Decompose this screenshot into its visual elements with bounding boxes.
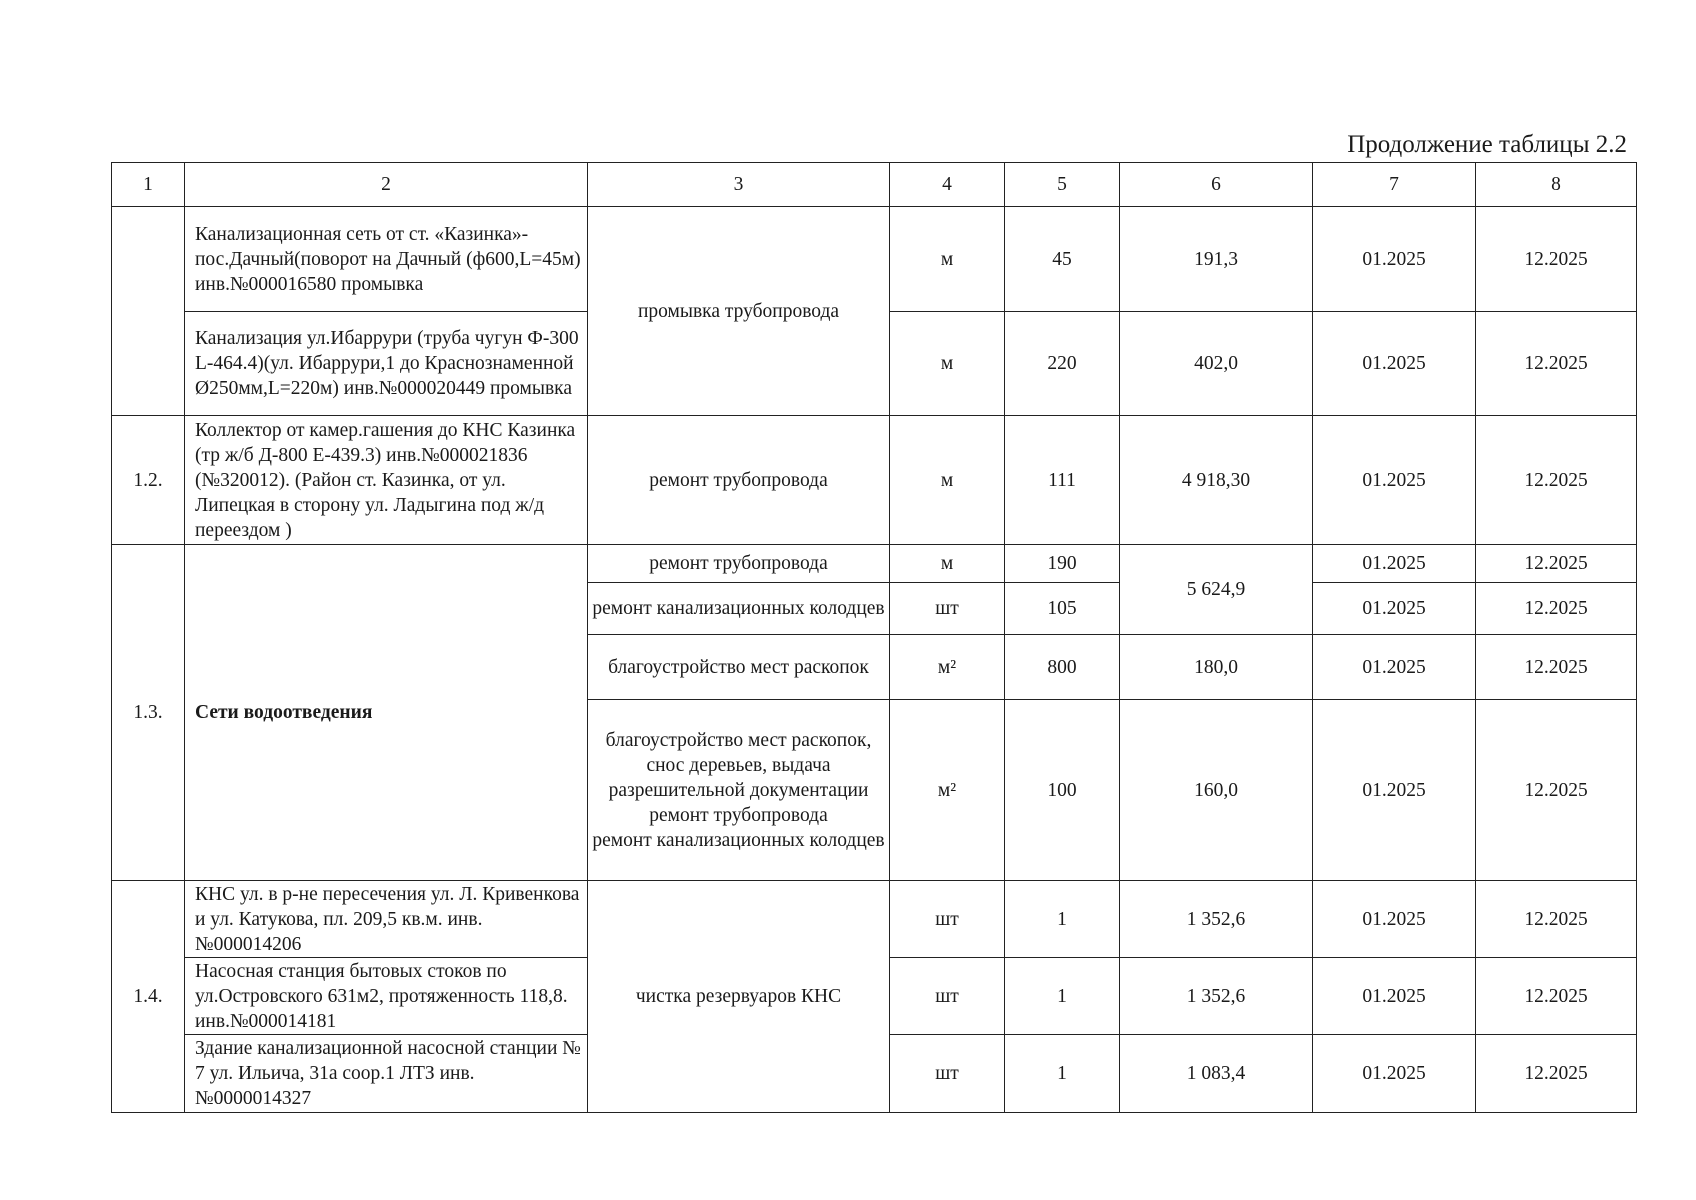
cost-cell: 5 624,9 — [1120, 545, 1313, 635]
unit-cell: шт — [890, 958, 1005, 1035]
start-date-cell: 01.2025 — [1313, 583, 1476, 635]
header-cell: 1 — [112, 163, 185, 207]
row-number-cell: 1.4. — [112, 881, 185, 1113]
quantity-cell: 45 — [1005, 207, 1120, 312]
start-date-cell: 01.2025 — [1313, 207, 1476, 312]
table-header-row — [112, 163, 1637, 207]
cost-cell: 191,3 — [1120, 207, 1313, 312]
end-date-cell: 12.2025 — [1476, 545, 1637, 583]
start-date-cell: 01.2025 — [1313, 635, 1476, 700]
unit-cell: м² — [890, 700, 1005, 881]
unit-cell: м — [890, 416, 1005, 545]
work-type-cell: ремонт трубопровода — [588, 545, 890, 583]
object-name-cell: КНС ул. в р-не пересечения ул. Л. Кривенкова и ул. Катукова, пл. 209,5 кв.м. инв.№000014206 — [185, 881, 588, 958]
unit-cell: м — [890, 207, 1005, 312]
unit-cell: шт — [890, 1035, 1005, 1113]
end-date-cell: 12.2025 — [1476, 416, 1637, 545]
object-name-cell: Канализация ул.Ибаррури (труба чугун Ф-300 L-464.4)(ул. Ибаррури,1 до Краснознаменной Ø250мм,L=220м) инв.№000020449 промывка — [185, 312, 588, 416]
work-type-cell: промывка трубопровода — [588, 207, 890, 416]
cost-cell: 1 352,6 — [1120, 958, 1313, 1035]
cost-cell: 402,0 — [1120, 312, 1313, 416]
cost-cell: 4 918,30 — [1120, 416, 1313, 545]
end-date-cell: 12.2025 — [1476, 635, 1637, 700]
cost-cell: 1 083,4 — [1120, 1035, 1313, 1113]
quantity-cell: 100 — [1005, 700, 1120, 881]
header-cell: 4 — [890, 163, 1005, 207]
unit-cell: шт — [890, 583, 1005, 635]
quantity-cell: 1 — [1005, 881, 1120, 958]
start-date-cell: 01.2025 — [1313, 881, 1476, 958]
end-date-cell: 12.2025 — [1476, 1035, 1637, 1113]
unit-cell: м² — [890, 635, 1005, 700]
quantity-cell: 190 — [1005, 545, 1120, 583]
end-date-cell: 12.2025 — [1476, 700, 1637, 881]
start-date-cell: 01.2025 — [1313, 312, 1476, 416]
header-cell: 6 — [1120, 163, 1313, 207]
end-date-cell: 12.2025 — [1476, 583, 1637, 635]
end-date-cell: 12.2025 — [1476, 958, 1637, 1035]
quantity-cell: 800 — [1005, 635, 1120, 700]
object-name-cell: Канализационная сеть от ст. «Казинка»-пос.Дачный(поворот на Дачный (ф600,L=45м) инв.№000016580 промывка — [185, 207, 588, 312]
unit-cell: м — [890, 312, 1005, 416]
cost-cell: 160,0 — [1120, 700, 1313, 881]
work-type-cell: благоустройство мест раскопок, снос деревьев, выдача разрешительной документации ремонт трубопровода ремонт канализационных колодцев — [588, 700, 890, 881]
cost-cell: 1 352,6 — [1120, 881, 1313, 958]
row-number-cell — [112, 207, 185, 416]
table-row — [112, 207, 1637, 312]
start-date-cell: 01.2025 — [1313, 700, 1476, 881]
object-name-cell: Коллектор от камер.гашения до КНС Казинка (тр ж/б Д-800 Е-439.3) инв.№000021836 (№320012). (Район ст. Казинка, от ул. Липецкая в сторону ул. Ладыгина под ж/д переездом ) — [185, 416, 588, 545]
header-cell: 8 — [1476, 163, 1637, 207]
data-table — [111, 162, 1637, 1113]
work-type-cell: благоустройство мест раскопок — [588, 635, 890, 700]
unit-cell: м — [890, 545, 1005, 583]
start-date-cell: 01.2025 — [1313, 1035, 1476, 1113]
table-row — [112, 881, 1637, 958]
work-type-cell: чистка резервуаров КНС — [588, 881, 890, 1113]
header-cell: 5 — [1005, 163, 1120, 207]
table-row — [112, 416, 1637, 545]
table-row — [112, 545, 1637, 583]
object-name-cell: Насосная станция бытовых стоков по ул.Островского 631м2, протяженность 118,8. инв.№000014181 — [185, 958, 588, 1035]
unit-cell: шт — [890, 881, 1005, 958]
quantity-cell: 105 — [1005, 583, 1120, 635]
quantity-cell: 111 — [1005, 416, 1120, 545]
end-date-cell: 12.2025 — [1476, 881, 1637, 958]
table-caption: Продолжение таблицы 2.2 — [1347, 131, 1627, 158]
header-cell: 7 — [1313, 163, 1476, 207]
header-cell: 2 — [185, 163, 588, 207]
object-name-cell: Сети водоотведения — [185, 545, 588, 881]
work-type-cell: ремонт канализационных колодцев — [588, 583, 890, 635]
end-date-cell: 12.2025 — [1476, 312, 1637, 416]
row-number-cell: 1.3. — [112, 545, 185, 881]
quantity-cell: 220 — [1005, 312, 1120, 416]
work-type-cell: ремонт трубопровода — [588, 416, 890, 545]
cost-cell: 180,0 — [1120, 635, 1313, 700]
object-name-cell: Здание канализационной насосной станции № 7 ул. Ильича, 31а соор.1 ЛТЗ инв. №0000014327 — [185, 1035, 588, 1113]
start-date-cell: 01.2025 — [1313, 416, 1476, 545]
start-date-cell: 01.2025 — [1313, 545, 1476, 583]
quantity-cell: 1 — [1005, 1035, 1120, 1113]
end-date-cell: 12.2025 — [1476, 207, 1637, 312]
quantity-cell: 1 — [1005, 958, 1120, 1035]
start-date-cell: 01.2025 — [1313, 958, 1476, 1035]
row-number-cell: 1.2. — [112, 416, 185, 545]
header-cell: 3 — [588, 163, 890, 207]
